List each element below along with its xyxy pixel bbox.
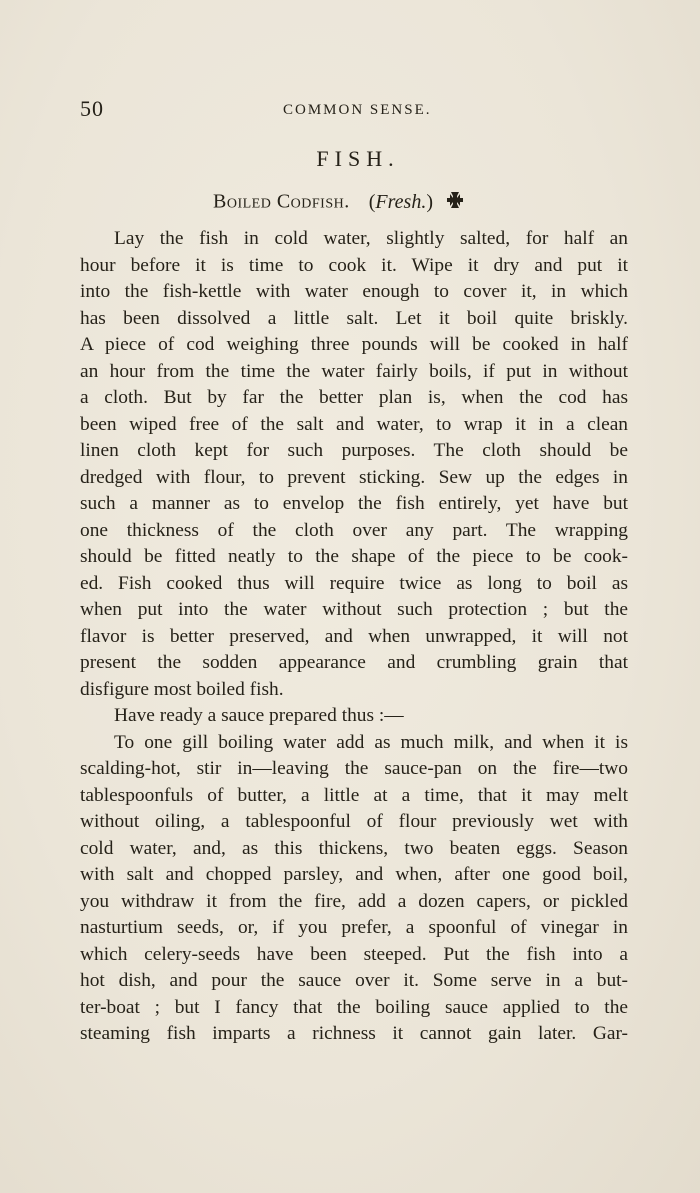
body-line: ed. Fish cooked thus will require twice as long to boil as [80, 572, 628, 594]
body-line: ter-boat ; but I fancy that the boiling sauce applied to the [80, 996, 628, 1018]
recipe-name: Boiled Codfish. [213, 190, 350, 213]
body-line: such a manner as to envelop the fish entirely, yet have but [80, 493, 628, 514]
running-head [80, 96, 628, 124]
body-line: been wiped free of the salt and water, to wrap it in a clean [80, 413, 628, 435]
body-line: should be fitted neatly to the shape of the piece to be cook- [80, 546, 628, 567]
body-line: an hour from the time the water fairly boils, if put in without [80, 360, 628, 382]
body-line: hot dish, and pour the sauce over it. Some serve in a but- [80, 970, 628, 991]
body-line: into the fish-kettle with water enough to cover it, in which [80, 281, 628, 302]
body-line: disfigure most boiled fish. [80, 678, 284, 700]
body-line: a cloth. But by far the better plan is, when the cod has [80, 387, 628, 408]
running-title: COMMON SENSE. [283, 102, 432, 118]
body-line: cold water, and, as this thickens, two beaten eggs. Season [80, 837, 628, 859]
body-line: when put into the water without such protection ; but the [80, 599, 628, 620]
body-line: without oiling, a tablespoonful of flour previously wet with [80, 811, 628, 832]
body-line: linen cloth kept for such purposes. The cloth should be [80, 440, 628, 461]
body-line: tablespoonfuls of butter, a little at a time, that it may melt [80, 784, 628, 806]
recipe-heading [213, 190, 466, 216]
recipe-note-italic: Fresh. [375, 190, 427, 213]
body-line: scalding-hot, stir in—leaving the sauce-pan on the fire—two [80, 758, 628, 779]
body-line: with salt and chopped parsley, and when, after one good boil, [80, 864, 628, 885]
cross-mark-icon [444, 190, 466, 216]
body-line: which celery-seeds have been steeped. Put the fish into a [80, 943, 628, 965]
body-line: Lay the fish in cold water, slightly salted, for half an [114, 228, 628, 249]
body-line: hour before it is time to cook it. Wipe it dry and put it [80, 254, 628, 276]
recipe-note: (Fresh.) [368, 190, 433, 213]
body-line: steaming fish imparts a richness it cannot gain later. Gar- [80, 1023, 628, 1044]
body-line: present the sodden appearance and crumbling grain that [80, 652, 628, 673]
body-line: dredged with flour, to prevent sticking. Sew up the edges in [80, 466, 628, 488]
body-line: Have ready a sauce prepared thus :— [114, 705, 404, 726]
body-text [80, 226, 628, 1048]
section-title: FISH. [316, 146, 400, 171]
body-line: A piece of cod weighing three pounds will be cooked in half [80, 334, 628, 355]
body-line: you withdraw it from the fire, add a dozen capers, or pickled [80, 890, 628, 912]
body-line: flavor is better preserved, and when unwrapped, it will not [80, 625, 628, 647]
page-number: 50 [80, 96, 104, 121]
body-line: one thickness of the cloth over any part. The wrapping [80, 519, 628, 541]
body-line: nasturtium seeds, or, if you prefer, a spoonful of vinegar in [80, 917, 628, 938]
body-line: has been dissolved a little salt. Let it boil quite briskly. [80, 307, 628, 329]
body-line: To one gill boiling water add as much milk, and when it is [114, 731, 628, 753]
